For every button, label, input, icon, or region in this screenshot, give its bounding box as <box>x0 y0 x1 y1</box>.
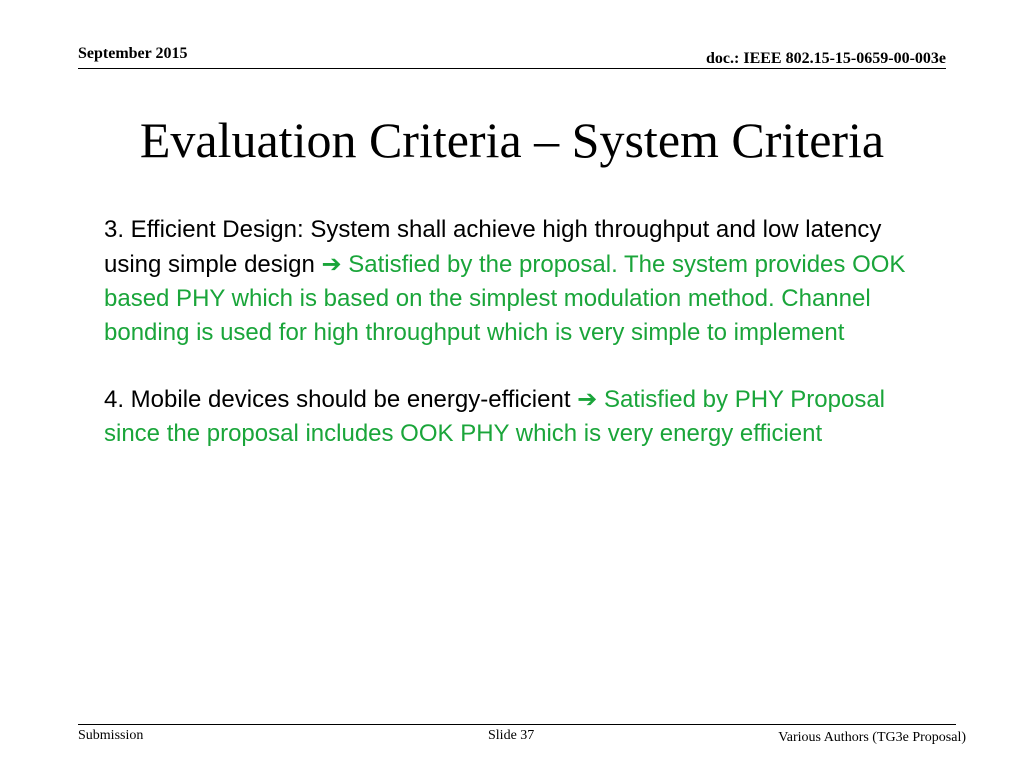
header-rule <box>78 68 946 69</box>
footer-rule <box>78 724 956 725</box>
right-arrow-icon: ➔ <box>577 385 598 413</box>
criteria-result: Satisfied by PHY Proposal since the proposal includes OOK PHY which is very energy efficient <box>104 386 885 447</box>
criteria-item-3 <box>104 213 944 350</box>
right-arrow-icon: ➔ <box>321 250 342 278</box>
slide-title: Evaluation Criteria – System Criteria <box>139 112 885 168</box>
criteria-item-4 <box>104 382 944 451</box>
header-doc-id: doc.: IEEE 802.15-15-0659-00-003e <box>706 50 946 67</box>
footer-authors: Various Authors (TG3e Proposal) <box>778 730 966 745</box>
footer-submission: Submission <box>78 728 144 743</box>
criteria-lead: 4. Mobile devices should be energy-efficient <box>104 386 571 413</box>
header-date: September 2015 <box>78 45 188 62</box>
criteria-lead: 3. Efficient Design: System shall achieve high throughput and low latency using simple design <box>104 216 882 278</box>
criteria-result: Satisfied by the proposal. The system provides OOK based PHY which is based on the simplest modulation method. Channel bonding is used for high throughput which is very simple to implement <box>104 251 906 346</box>
footer-slide-number: Slide 37 <box>488 728 535 743</box>
slide-body <box>104 213 944 483</box>
